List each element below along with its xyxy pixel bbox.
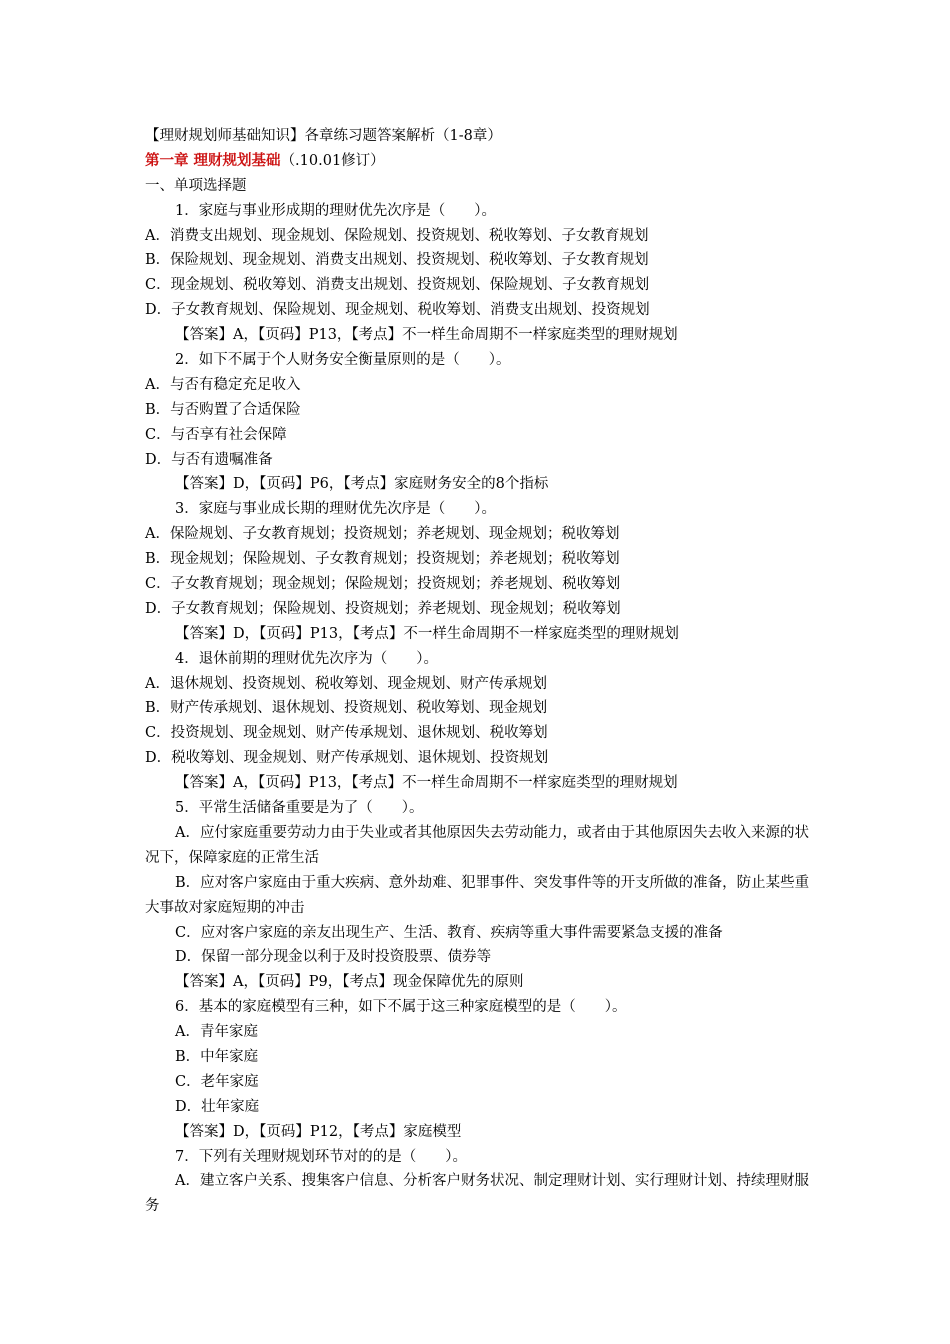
question-option: A．应付家庭重要劳动力由于失业或者其他原因失去劳动能力，或者由于其他原因失去收入来源的状况下，保障家庭的正常生活 xyxy=(145,824,809,866)
question-stem: 3．家庭与事业成长期的理财优先次序是（ ）。 xyxy=(175,501,496,518)
question-option: C．应对客户家庭的亲友出现生产、生活、教育、疾病等重大事件需要紧急支援的准备 xyxy=(175,924,723,941)
question-answer: 【答案】A，【页码】P13，【考点】不一样生命周期不一样家庭类型的理财规划 xyxy=(175,775,678,792)
section-heading: 一、单项选择题 xyxy=(145,177,247,194)
question-stem: 1．家庭与事业形成期的理财优先次序是（ ）。 xyxy=(175,202,496,219)
question-answer: 【答案】A，【页码】P9，【考点】现金保障优先的原则 xyxy=(175,974,524,991)
document-body xyxy=(145,124,817,1219)
question-answer: 【答案】A，【页码】P13，【考点】不一样生命周期不一样家庭类型的理财规划 xyxy=(175,327,678,344)
question-option: A．青年家庭 xyxy=(175,1024,258,1041)
question-option: D．子女教育规划；保险规划、投资规划；养老规划、现金规划；税收筹划 xyxy=(145,600,621,617)
question-option: B．保险规划、现金规划、消费支出规划、投资规划、税收筹划、子女教育规划 xyxy=(145,252,649,269)
question-option: B．财产传承规划、退休规划、投资规划、税收筹划、现金规划 xyxy=(145,700,548,717)
question-answer: 【答案】D，【页码】P12，【考点】家庭模型 xyxy=(175,1123,462,1140)
question-option: D．与否有遗嘱准备 xyxy=(145,451,273,468)
question-option: B．与否购置了合适保险 xyxy=(145,401,301,418)
document-title: 【理财规划师基础知识】各章练习题答案解析（1-8章） xyxy=(145,128,502,144)
question-option: C．与否享有社会保障 xyxy=(145,426,287,443)
question-stem: 4．退休前期的理财优先次序为（ ）。 xyxy=(175,650,438,667)
question-option: C．老年家庭 xyxy=(175,1073,259,1090)
question-option: C．现金规划、税收筹划、消费支出规划、投资规划、保险规划、子女教育规划 xyxy=(145,277,650,294)
question-stem: 7．下列有关理财规划环节对的的是（ ）。 xyxy=(175,1148,467,1165)
question-option: A．保险规划、子女教育规划；投资规划；养老规划、现金规划；税收筹划 xyxy=(145,526,620,543)
question-answer: 【答案】D，【页码】P6，【考点】家庭财务安全的8个指标 xyxy=(175,476,549,493)
chapter-heading-line xyxy=(145,149,817,174)
question-option: A．建立客户关系、搜集客户信息、分析客户财务状况、制定理财计划、实行理财计划、持续理财服务 xyxy=(145,1173,809,1215)
question-stem: 6．基本的家庭模型有三种，如下不属于这三种家庭模型的是（ ）。 xyxy=(175,999,627,1016)
question-answer: 【答案】D，【页码】P13，【考点】不一样生命周期不一样家庭类型的理财规划 xyxy=(175,625,679,642)
question-stem: 5．平常生活储备重要是为了（ ）。 xyxy=(175,800,424,817)
question-option: C．投资规划、现金规划、财产传承规划、退休规划、税收筹划 xyxy=(145,725,548,742)
chapter-note: （.10.01修订） xyxy=(280,152,385,169)
question-option: D．壮年家庭 xyxy=(175,1098,260,1115)
question-option: B．现金规划；保险规划、子女教育规划；投资规划；养老规划；税收筹划 xyxy=(145,551,620,568)
chapter-heading: 第一章 理财规划基础 xyxy=(145,151,281,169)
question-option: D．子女教育规划、保险规划、现金规划、税收筹划、消费支出规划、投资规划 xyxy=(145,302,650,319)
question-option: A．与否有稳定充足收入 xyxy=(145,376,301,393)
question-option: D．保留一部分现金以利于及时投资股票、债券等 xyxy=(175,949,492,966)
question-option: B．应对客户家庭由于重大疾病、意外劫难、犯罪事件、突发事件等的开支所做的准备，防止某些重大事故对家庭短期的冲击 xyxy=(145,874,810,916)
question-option: A．退休规划、投资规划、税收筹划、现金规划、财产传承规划 xyxy=(145,675,547,692)
question-option: D．税收筹划、现金规划、财产传承规划、退休规划、投资规划 xyxy=(145,750,549,767)
question-option: C．子女教育规划；现金规划；保险规划；投资规划；养老规划、税收筹划 xyxy=(145,576,621,593)
question-stem: 2．如下不属于个人财务安全衡量原则的是（ ）。 xyxy=(175,352,511,369)
question-option: B．中年家庭 xyxy=(175,1049,259,1066)
question-option: A．消费支出规划、现金规划、保险规划、投资规划、税收筹划、子女教育规划 xyxy=(145,227,649,244)
